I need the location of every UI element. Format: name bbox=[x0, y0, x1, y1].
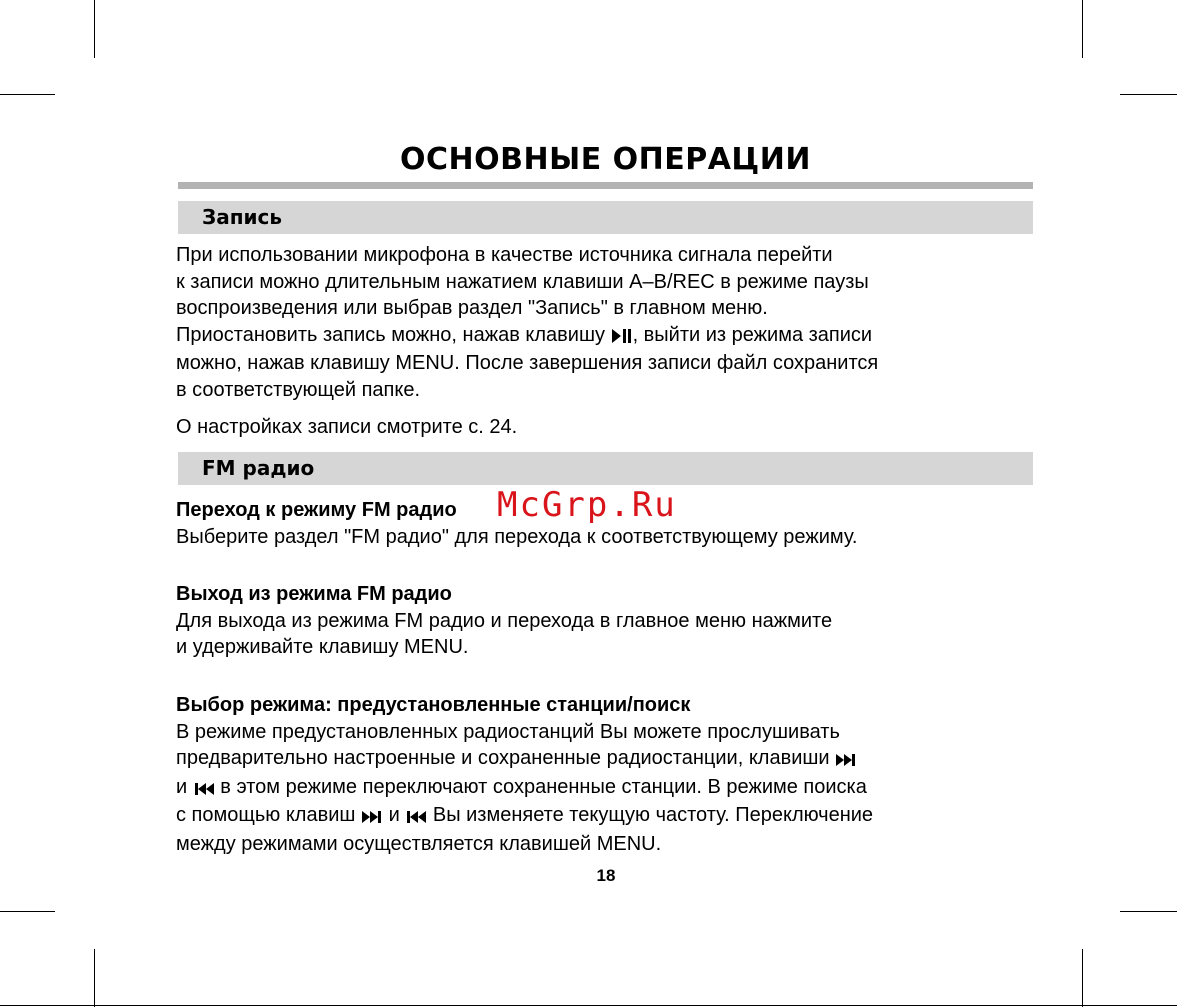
text-fragment: , выйти из режима записи bbox=[632, 323, 873, 346]
paragraph-line: Для выхода из режима FM радио и перехода в главное меню нажмите bbox=[176, 609, 833, 632]
subsection-heading: Выход из режима FM радио bbox=[176, 583, 452, 605]
paragraph-line bbox=[176, 745, 1056, 774]
play-pause-icon bbox=[612, 324, 632, 351]
paragraph-line: можно, нажав клавишу MENU. После завершения записи файл сохранится bbox=[176, 352, 879, 374]
crop-mark bbox=[0, 1005, 1177, 1006]
previous-track-icon bbox=[194, 776, 214, 803]
recording-description bbox=[176, 242, 1056, 403]
paragraph-line: Выберите раздел "FM радио" для перехода к соответствующему режиму. bbox=[176, 525, 858, 548]
crop-mark bbox=[94, 949, 95, 1007]
paragraph-line: к записи можно длительным нажатием клавиши A–B/REC в режиме паузы bbox=[176, 270, 869, 293]
crop-mark bbox=[0, 911, 55, 912]
crop-mark bbox=[1120, 94, 1177, 95]
subsection-heading: Выбор режима: предустановленные станции/поиск bbox=[176, 694, 691, 716]
text-fragment: предварительно настроенные и сохраненные радиостанции, клавиши bbox=[176, 747, 830, 769]
crop-mark bbox=[0, 94, 55, 95]
section-header-fm-radio bbox=[178, 452, 1033, 485]
paragraph-line: О настройках записи смотрите с. 24. bbox=[176, 416, 518, 438]
fm-exit-block bbox=[176, 581, 1056, 661]
crop-mark bbox=[94, 0, 95, 58]
section-header-recording bbox=[178, 201, 1033, 234]
paragraph-line: между режимами осуществляется клавишей MENU. bbox=[176, 832, 662, 855]
fm-mode-block bbox=[176, 692, 1056, 857]
page-title: ОСНОВНЫЕ ОПЕРАЦИИ bbox=[400, 142, 811, 177]
watermark: McGrp.Ru bbox=[497, 485, 677, 525]
paragraph-line: При использовании микрофона в качестве источника сигнала перейти bbox=[176, 244, 833, 266]
text-fragment: Вы изменяете текущую частоту. Переключение bbox=[432, 804, 874, 826]
paragraph-line: В режиме предустановленных радиостанций Вы можете прослушивать bbox=[176, 720, 840, 743]
paragraph-line: и удерживайте клавишу MENU. bbox=[176, 636, 469, 658]
recording-note bbox=[176, 414, 1056, 441]
subsection-heading: Переход к режиму FM радио bbox=[176, 499, 457, 521]
paragraph-line bbox=[176, 802, 1056, 831]
text-fragment: и bbox=[176, 775, 188, 798]
paragraph-line bbox=[176, 322, 1056, 351]
text-fragment: и bbox=[388, 804, 400, 826]
text-fragment: Приостановить запись можно, нажав клавишу bbox=[176, 323, 605, 346]
section-label: Запись bbox=[202, 205, 283, 229]
section-label: FM радио bbox=[202, 456, 315, 480]
page-number: 18 bbox=[596, 866, 616, 885]
crop-mark bbox=[1082, 0, 1083, 58]
paragraph-line bbox=[176, 774, 1056, 803]
text-fragment: с помощью клавиш bbox=[176, 804, 356, 826]
next-track-icon bbox=[362, 804, 382, 831]
paragraph-line: в соответствующей папке. bbox=[176, 378, 421, 401]
paragraph-line: воспроизведения или выбрав раздел "Запись" в главном меню. bbox=[176, 297, 768, 319]
next-track-icon bbox=[836, 747, 856, 774]
crop-mark bbox=[1082, 949, 1083, 1007]
text-fragment: в этом режиме переключают сохраненные станции. В режиме поиска bbox=[220, 775, 867, 798]
crop-mark bbox=[1120, 911, 1177, 912]
title-divider bbox=[178, 182, 1033, 189]
previous-track-icon bbox=[406, 804, 426, 831]
